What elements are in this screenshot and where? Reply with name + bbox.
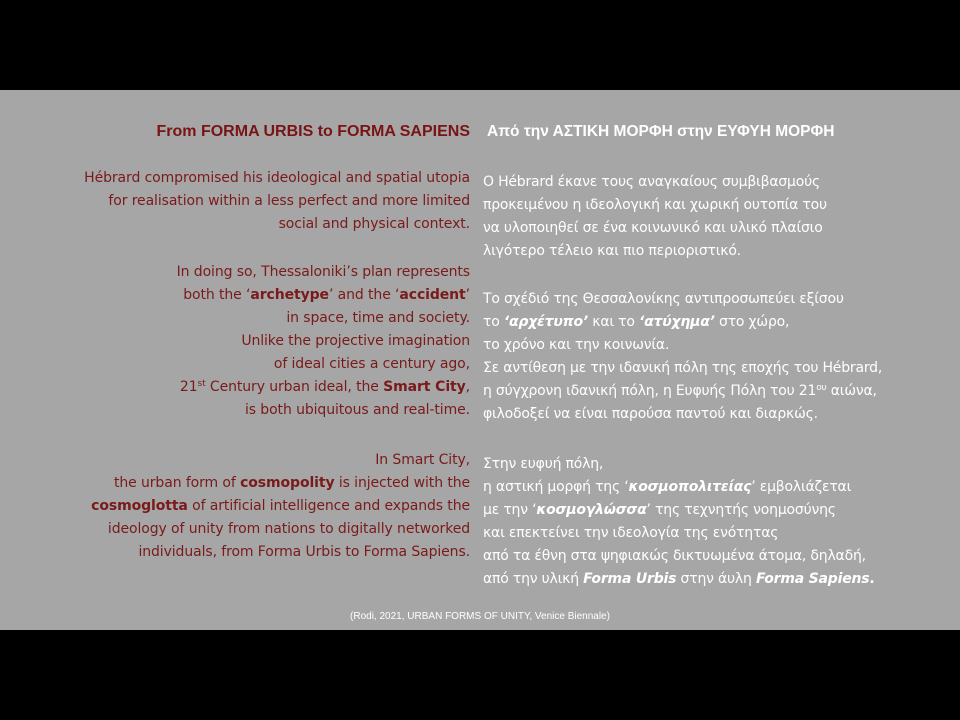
english-text-line: the urban form of cosmopolity is injected with the <box>113 475 470 491</box>
greek-text-line: το χρόνο και την κοινωνία. <box>483 337 670 353</box>
english-text-line: in space, time and society. <box>286 310 470 326</box>
accident-term: accident <box>399 287 466 303</box>
smart-city-term: Smart City <box>383 379 466 395</box>
accident-term-greek: ‘ατύχημα’ <box>639 314 715 330</box>
greek-text-line: Ο Hébrard έκανε τους αναγκαίους συμβιβασμούς <box>483 174 821 190</box>
greek-text-line: από την υλική Forma Urbis στην άυλη Forma Sapiens. <box>483 571 875 587</box>
archetype-term: archetype <box>250 287 329 303</box>
archetype-term-greek: ‘αρχέτυπο’ <box>503 314 589 330</box>
english-text-line: ideology of unity from nations to digitally networked <box>107 521 470 537</box>
slide-panel <box>0 90 960 630</box>
greek-text-line: και επεκτείνει την ιδεολογία της ενότητας <box>483 525 779 541</box>
cosmoglotta-term-greek: κοσμογλώσσα <box>536 502 647 518</box>
greek-text-line: Το σχέδιό της Θεσσαλονίκης αντιπροσωπεύει εξίσου <box>483 291 844 307</box>
english-text-line: 21st Century urban ideal, the Smart City, <box>179 379 470 395</box>
greek-text-line: η σύγχρονη ιδανική πόλη, η Ευφυής Πόλη του $21^{o\upsilon}$ αιώνα, <box>483 383 877 399</box>
english-text-line: In doing so, Thessaloniki’s plan represents <box>176 264 470 280</box>
english-text-line: is both ubiquitous and real-time. <box>244 402 470 418</box>
greek-text-line: Σε αντίθεση με την ιδανική πόλη της εποχής του Hébrard, <box>483 360 883 376</box>
greek-title: Από την ΑΣΤΙΚΗ ΜΟΡΦΗ στην ΕΥΦΥΗ ΜΟΡΦΗ <box>487 123 835 140</box>
english-title: From FORMA URBIS to FORMA SAPIENS <box>156 123 470 140</box>
greek-text-line: από τα έθνη στα ψηφιακώς δικτυωμένα άτομα, δηλαδή, <box>483 548 866 564</box>
english-text-line: social and physical context. <box>278 216 470 232</box>
english-text-line: both the ‘archetype’ and the ‘accident’ <box>183 287 470 303</box>
greek-text-line: η αστική μορφή της ‘κοσμοπολιτείας’ εμβολιάζεται <box>483 479 852 495</box>
forma-sapiens-term: Forma Sapiens <box>755 571 870 587</box>
greek-text-line: προκειμένου η ιδεολογική και χωρική ουτοπία του <box>483 197 827 213</box>
cosmoglotta-term: cosmoglotta <box>91 498 188 514</box>
greek-text-line: φιλοδοξεί να είναι παρούσα παντού και διαρκώς. <box>483 406 818 422</box>
greek-text-line: με την ‘κοσμογλώσσα’ της τεχνητής νοημοσύνης <box>483 502 836 518</box>
greek-text-line: Στην ευφυή πόλη, <box>483 456 604 472</box>
cosmopolity-term-greek: κοσμοπολιτείας <box>628 479 752 495</box>
cosmopolity-term: cosmopolity <box>240 475 335 491</box>
english-text-line: In Smart City, <box>375 452 470 468</box>
english-text-line: individuals, from Forma Urbis to Forma Sapiens. <box>138 544 470 560</box>
english-text-line: for realisation within a less perfect and more limited <box>108 193 470 209</box>
english-text-line: of ideal cities a century ago, <box>273 356 470 372</box>
citation: (Rodi, 2021, URBAN FORMS OF UNITY, Venice Biennale) <box>350 611 610 622</box>
greek-text-line: λιγότερο τέλειο και πιο περιοριστικό. <box>483 243 741 259</box>
english-text-line: cosmoglotta of artificial intelligence and expands the <box>91 498 470 514</box>
greek-text-line: το ‘αρχέτυπο’ και το ‘ατύχημα’ στο χώρο, <box>483 314 790 330</box>
english-text-line: Unlike the projective imagination <box>241 333 470 349</box>
forma-urbis-term: Forma Urbis <box>583 571 677 587</box>
english-text-line: Hébrard compromised his ideological and spatial utopia <box>84 170 470 186</box>
greek-text-line: να υλοποιηθεί σε ένα κοινωνικό και υλικό πλαίσιο <box>483 220 823 236</box>
